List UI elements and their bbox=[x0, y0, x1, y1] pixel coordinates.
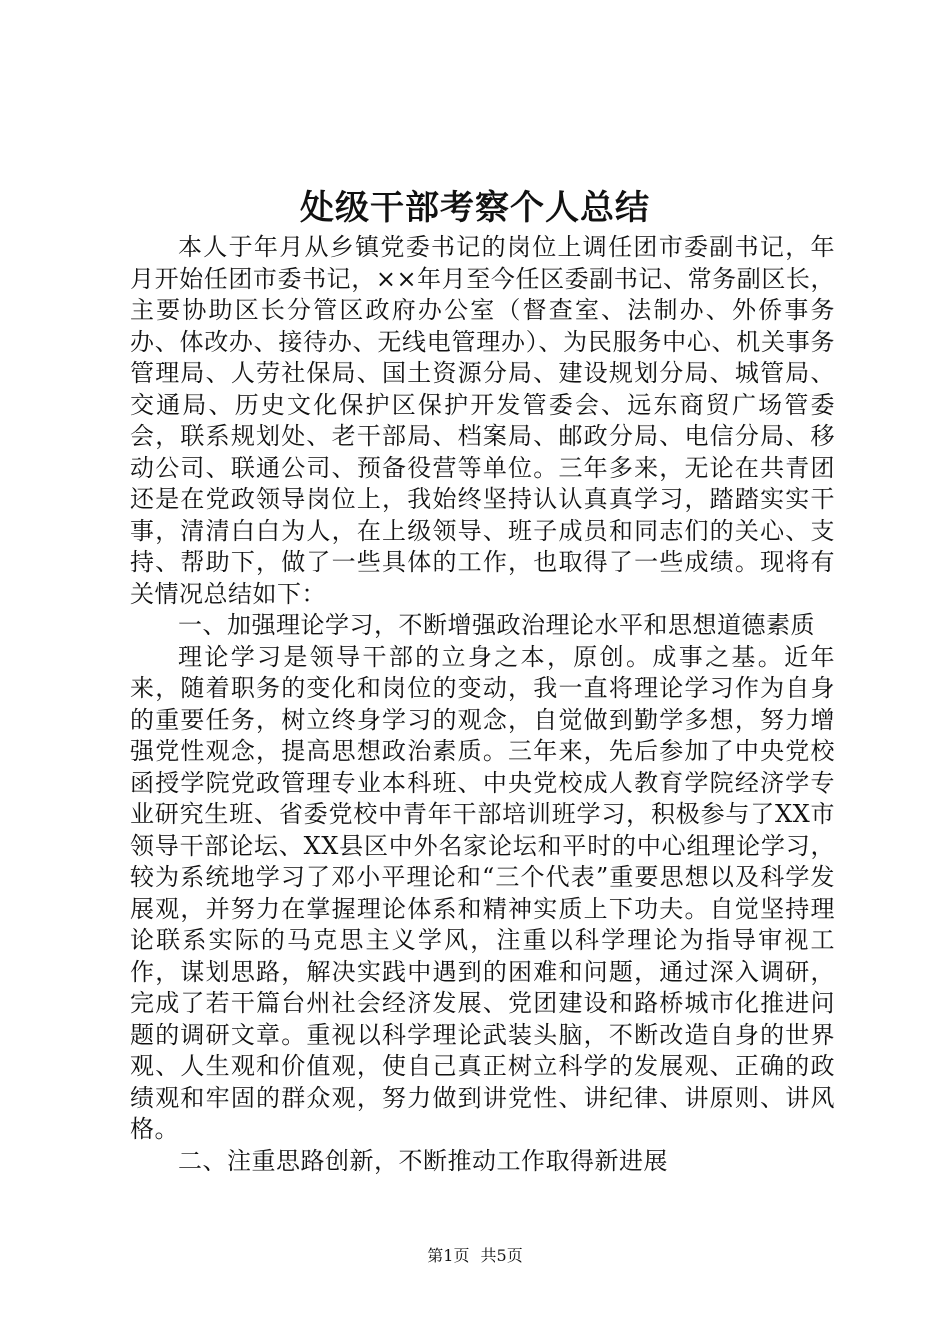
page-total: 共5页 bbox=[480, 1246, 523, 1265]
page-number: 第1页 bbox=[427, 1246, 470, 1265]
page-footer bbox=[0, 1246, 950, 1266]
document-title: 处级干部考察个人总结 bbox=[300, 188, 650, 228]
document-body bbox=[130, 232, 835, 1177]
paragraph-intro: 本人于年月从乡镇党委书记的岗位上调任团市委副书记，年月开始任团市委书记，××年月至今任区委副书记、常务副区长，主要协助区长分管区政府办公室（督查室、法制办、外侨事务办、体改办、接待办、无线电管理办）、为民服务中心、机关事务管理局、人劳社保局、国土资源分局、建设规划分局、城管局、交通局、历史文化保护区保护开发管委会、远东商贸广场管委会，联系规划处、老干部局、档案局、邮政分局、电信分局、移动公司、联通公司、预备役营等单位。三年多来，无论在共青团还是在党政领导岗位上，我始终坚持认认真真学习，踏踏实实干事，清清白白为人，在上级领导、班子成员和同志们的关心、支持、帮助下，做了一些具体的工作，也取得了一些成绩。现将有关情况总结如下： bbox=[130, 233, 835, 608]
paragraph-theory-study: 理论学习是领导干部的立身之本，原创。成事之基。近年来，随着职务的变化和岗位的变动，我一直将理论学习作为自身的重要任务，树立终身学习的观念，自觉做到勤学多想，努力增强党性观念，提高思想政治素质。三年来，先后参加了中央党校函授学院党政管理专业本科班、中央党校成人教育学院经济学专业研究生班、省委党校中青年干部培训班学习，积极参与了XX市领导干部论坛、XX县区中外名家论坛和平时的中心组理论学习，较为系统地学习了邓小平理论和“三个代表”重要思想以及科学发展观，并努力在掌握理论体系和精神实质上下功夫。自觉坚持理论联系实际的马克思主义学风，注重以科学理论为指导审视工作，谋划思路，解决实践中遇到的困难和问题，通过深入调研，完成了若干篇台州社会经济发展、党团建设和路桥城市化推进问题的调研文章。重视以科学理论武装头脑，不断改造自身的世界观、人生观和价值观，使自己真正树立科学的发展观、正确的政绩观和牢固的群众观，努力做到讲党性、讲纪律、讲原则、讲风格。 bbox=[130, 642, 835, 1143]
section-heading-2: 二、注重思路创新，不断推动工作取得新进展 bbox=[178, 1146, 668, 1175]
section-heading-1: 一、加强理论学习，不断增强政治理论水平和思想道德素质 bbox=[178, 611, 815, 639]
